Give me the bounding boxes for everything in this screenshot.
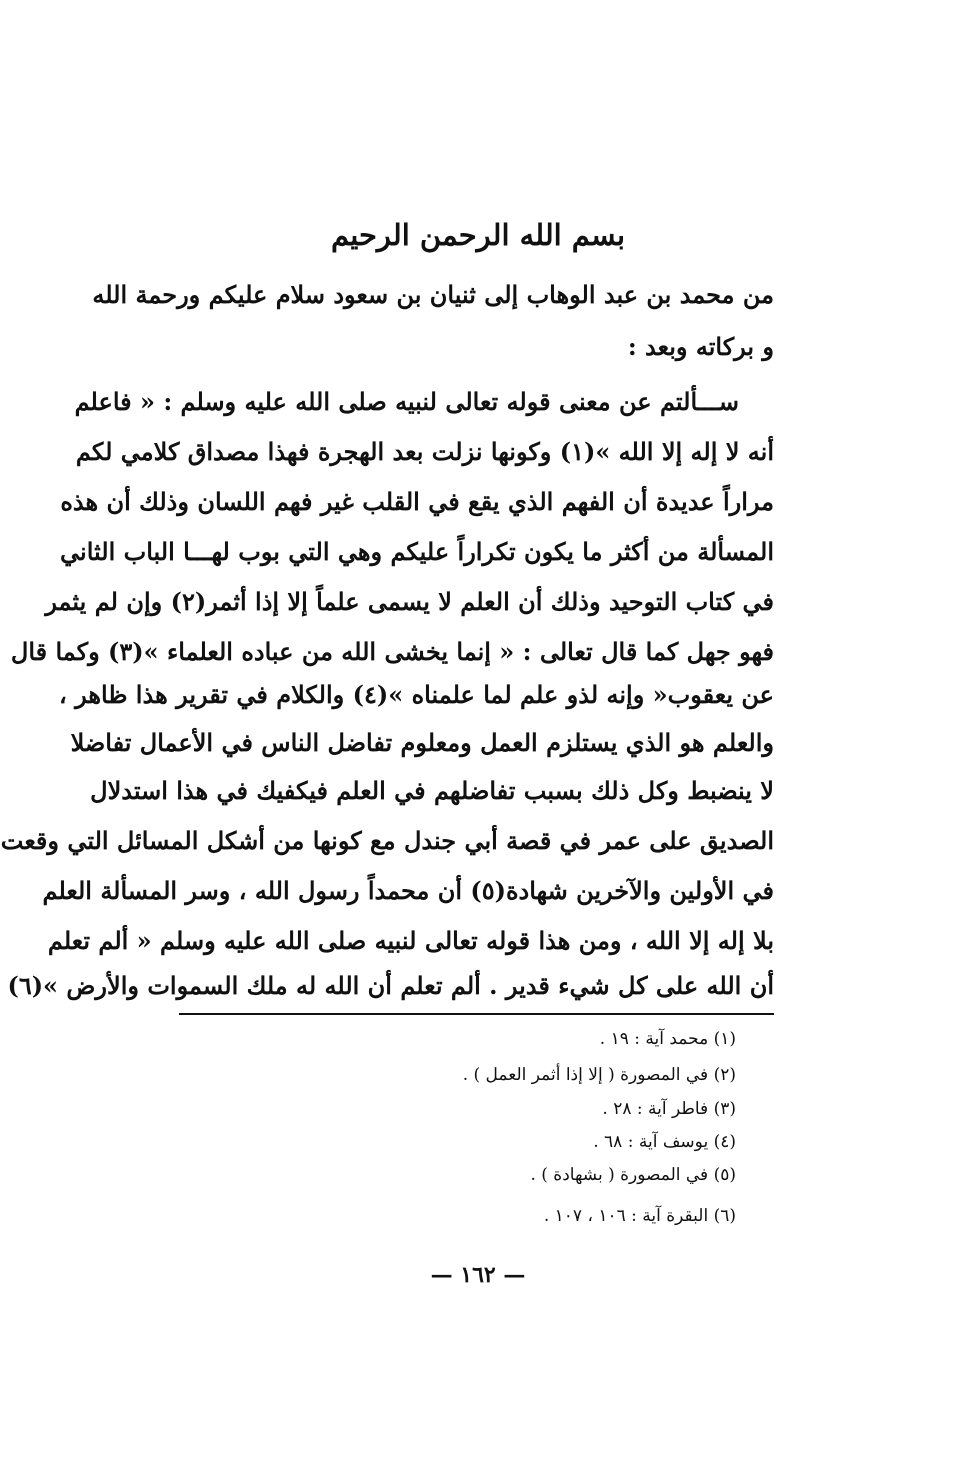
body-line: لا ينضبط وكل ذلك بسبب تفاضلهم في العلم فيكفيك في هذا استدلال: [90, 776, 774, 805]
body-line: ســـألتم عن معنى قوله تعالى لنبيه صلى الله عليه وسلم : « فاعلم: [74, 387, 739, 416]
body-line: في الأولين والآخرين شهادة(٥) أن محمداً رسول الله ، وسر المسألة العلم: [42, 876, 774, 905]
body-line: عن يعقوب« وإنه لذو علم لما علمناه »(٤) والكلام في تقرير هذا ظاهر ،: [59, 680, 774, 709]
footnote: (٤) يوسف آية : ٦٨ .: [593, 1132, 736, 1152]
body-line: أنه لا إله إلا الله »(١) وكونها نزلت بعد الهجرة فهذا مصداق كلامي لكم: [75, 437, 774, 466]
footnote: (٥) في المصورة ( بشهادة ) .: [530, 1165, 736, 1185]
footnote: (٦) البقرة آية : ١٠٦ ، ١٠٧ .: [543, 1206, 736, 1226]
page-number: — ١٦٢ —: [430, 1262, 526, 1288]
footnote: (٣) فاطر آية : ٢٨ .: [602, 1099, 736, 1119]
greeting-line: من محمد بن عبد الوهاب إلى ثنيان بن سعود سلام عليكم ورحمة الله: [92, 280, 774, 309]
body-line: بلا إله إلا الله ، ومن هذا قوله تعالى لنبيه صلى الله عليه وسلم « ألم تعلم: [47, 926, 774, 955]
body-line: في كتاب التوحيد وذلك أن العلم لا يسمى علماً إلا إذا أثمر(٢) وإن لم يثمر: [45, 587, 774, 616]
footnote: (١) محمد آية : ١٩ .: [599, 1029, 736, 1049]
body-line: والعلم هو الذي يستلزم العمل ومعلوم تفاضل الناس في الأعمال تفاضلا: [70, 728, 774, 757]
footnote-divider: [179, 1013, 774, 1015]
basmala-heading: بسم الله الرحمن الرحيم: [330, 218, 626, 252]
footnote: (٢) في المصورة ( إلا إذا أثمر العمل ) .: [462, 1065, 736, 1085]
body-line: المسألة من أكثر ما يكون تكراراً عليكم وهي التي بوب لهـــا الباب الثاني: [60, 537, 774, 566]
body-line: الصديق على عمر في قصة أبي جندل مع كونها من أشكل المسائل التي وقعت: [0, 826, 774, 855]
body-line: أن الله على كل شيء قدير . ألم تعلم أن الله له ملك السموات والأرض »(٦): [7, 971, 774, 1000]
greeting-line: و بركاته وبعد :: [627, 332, 774, 361]
body-line: فهو جهل كما قال تعالى : « إنما يخشى الله من عباده العلماء »(٣) وكما قال: [10, 637, 774, 666]
body-line: مراراً عديدة أن الفهم الذي يقع في القلب غير فهم اللسان وذلك أن هذه: [60, 487, 774, 516]
